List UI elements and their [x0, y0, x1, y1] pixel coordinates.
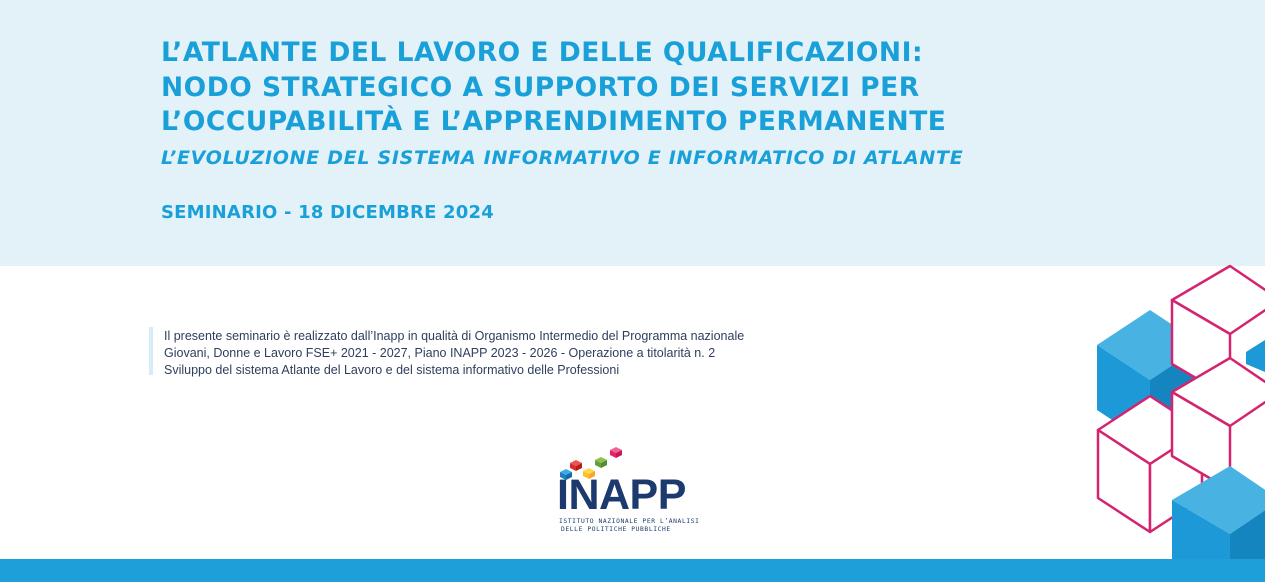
note-accent-bar: [149, 327, 153, 375]
title-line-3: L’OCCUPABILITÀ E L’APPRENDIMENTO PERMANENTE: [161, 106, 947, 137]
logo-wordmark: INAPP: [557, 471, 686, 519]
page-title: [161, 36, 946, 140]
logo-tagline-line-2: DELLE POLITICHE PUBBLICHE: [561, 525, 671, 533]
funding-note: [164, 328, 744, 379]
title-line-2: NODO STRATEGICO A SUPPORTO DEI SERVIZI PER: [161, 71, 920, 103]
funding-note-line-3: Sviluppo del sistema Atlante del Lavoro e del sistema informativo delle Professioni: [164, 363, 620, 377]
header-band: [0, 0, 1265, 266]
event-date: SEMINARIO - 18 DICEMBRE 2024: [161, 202, 494, 223]
funding-note-line-1: Il presente seminario è realizzato dall’Inapp in qualità di Organismo Intermedio del Programma nazionale: [164, 329, 745, 343]
page-subtitle: L’EVOLUZIONE DEL SISTEMA INFORMATIVO E INFORMATICO DI ATLANTE: [161, 147, 964, 169]
footer-band: [0, 559, 1265, 582]
title-line-1: L’ATLANTE DEL LAVORO E DELLE QUALIFICAZIONI:: [161, 37, 924, 68]
blue-cube-right: [1246, 340, 1265, 372]
funding-note-line-2: Giovani, Donne e Lavoro FSE+ 2021 - 2027, Piano INAPP 2023 - 2026 - Operazione a titolarità n. 2: [164, 346, 716, 360]
isometric-cubes-icon: [1090, 262, 1265, 562]
logo-tagline: [559, 518, 700, 533]
logo-tagline-line-1: ISTITUTO NAZIONALE PER L’ANALISI: [559, 518, 700, 525]
